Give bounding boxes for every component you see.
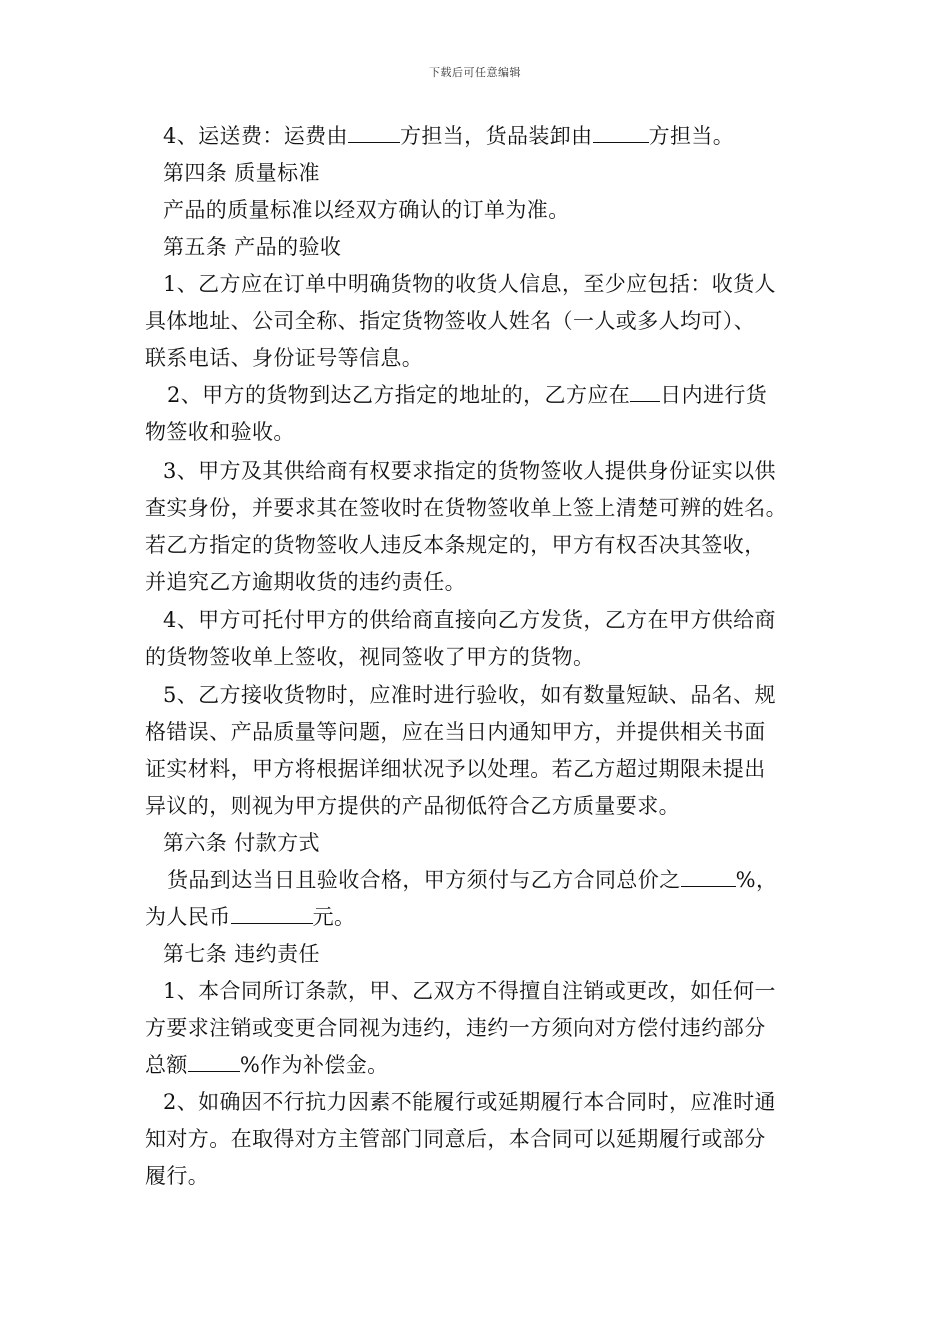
line-text: 1、乙方应在订单中明确货物的收货人信息，至少应包括：收货人 — [163, 272, 776, 296]
line-text: %， — [735, 868, 778, 892]
line-text: 第七条 违约责任 — [163, 942, 320, 966]
line-text: 的货物签收单上签收，视同签收了甲方的货物。 — [145, 645, 595, 669]
text-line — [145, 527, 817, 564]
line-text: 格错误、产品质量等问题，应在当日内通知甲方，并提供相关书面 — [145, 720, 766, 744]
document-body — [145, 118, 817, 1195]
text-line — [145, 377, 817, 414]
text-line — [145, 155, 817, 192]
text-line — [145, 118, 817, 155]
line-text: 第五条 产品的验收 — [163, 235, 342, 259]
text-line — [145, 1084, 817, 1121]
line-text: 4、甲方可托付甲方的供给商直接向乙方发货，乙方在甲方供给商 — [163, 608, 776, 632]
line-text: 方担当，货品装卸由 — [399, 124, 593, 148]
text-line — [145, 714, 817, 751]
text-line — [145, 677, 817, 714]
line-text: 4、运送费：运费由 — [163, 124, 348, 148]
text-line — [145, 751, 817, 788]
fill-in-blank — [593, 124, 649, 143]
line-text: 履行。 — [145, 1164, 210, 1188]
text-line — [145, 899, 817, 936]
line-text: 2、如确因不行抗力因素不能履行或延期履行本合同时，应准时通 — [163, 1090, 776, 1114]
line-text: 联系电话、身份证号等信息。 — [145, 346, 424, 370]
line-text: 并追究乙方逾期收货的违约责任。 — [145, 570, 466, 594]
page-header: 下载后可任意编辑 — [429, 66, 521, 79]
fill-in-blank — [681, 868, 736, 887]
text-line — [145, 1010, 817, 1047]
line-text: 若乙方指定的货物签收人违反本条规定的，甲方有权否决其签收， — [145, 533, 766, 557]
text-line — [145, 229, 817, 266]
line-text: 方担当。 — [648, 124, 735, 148]
text-line — [145, 564, 817, 601]
line-text: 货品到达当日且验收合格，甲方须付与乙方合同总价之 — [167, 868, 681, 892]
fill-in-blank — [348, 124, 400, 143]
line-text: 知对方。在取得对方主管部门同意后，本合同可以延期履行或部分 — [145, 1127, 766, 1151]
text-line — [145, 936, 817, 973]
text-line — [145, 639, 817, 676]
line-text: 证实材料，甲方将根据详细状况予以处理。若乙方超过期限未提出 — [145, 757, 766, 781]
text-line — [145, 453, 817, 490]
text-line — [145, 788, 817, 825]
line-text: 1、本合同所订条款，甲、乙双方不得擅自注销或更改，如任何一 — [163, 979, 776, 1003]
line-text: 2、甲方的货物到达乙方指定的地址的，乙方应在 — [167, 383, 631, 407]
text-line — [145, 1121, 817, 1158]
line-text: 第四条 质量标准 — [163, 161, 320, 185]
line-text: 产品的质量标准以经双方确认的订单为准。 — [163, 198, 570, 222]
text-line — [145, 973, 817, 1010]
text-line — [145, 1158, 817, 1195]
fill-in-blank — [630, 383, 660, 402]
line-text: 5、乙方接收货物时，应准时进行验收，如有数量短缺、品名、规 — [163, 683, 776, 707]
text-line — [145, 266, 817, 303]
line-text: 具体地址、公司全称、指定货物签收人姓名（一人或多人均可）、 — [145, 309, 756, 333]
text-line — [145, 862, 817, 899]
line-text: 元。 — [312, 905, 356, 929]
line-text: 方要求注销或变更合同视为违约，违约一方须向对方偿付违约部分 — [145, 1016, 766, 1040]
line-text: 为人民币 — [145, 905, 231, 929]
text-line — [145, 303, 817, 340]
line-text: 3、甲方及其供给商有权要求指定的货物签收人提供身份证实以供 — [163, 459, 776, 483]
text-line — [145, 192, 817, 229]
text-line — [145, 1047, 817, 1084]
text-line — [145, 340, 817, 377]
line-text: 物签收和验收。 — [145, 420, 295, 444]
line-text: 查实身份，并要求其在签收时在货物签收单上签上清楚可辨的姓名。 — [145, 496, 787, 520]
line-text: 第六条 付款方式 — [163, 831, 320, 855]
text-line — [145, 414, 817, 451]
fill-in-blank — [188, 1053, 240, 1072]
text-line — [145, 825, 817, 862]
line-text: %作为补偿金。 — [239, 1053, 389, 1077]
line-text: 异议的，则视为甲方提供的产品彻低符合乙方质量要求。 — [145, 794, 680, 818]
text-line — [145, 602, 817, 639]
line-text: 总额 — [145, 1053, 188, 1077]
line-text: 日内进行货 — [660, 383, 768, 407]
text-line — [145, 490, 817, 527]
fill-in-blank — [231, 905, 313, 924]
